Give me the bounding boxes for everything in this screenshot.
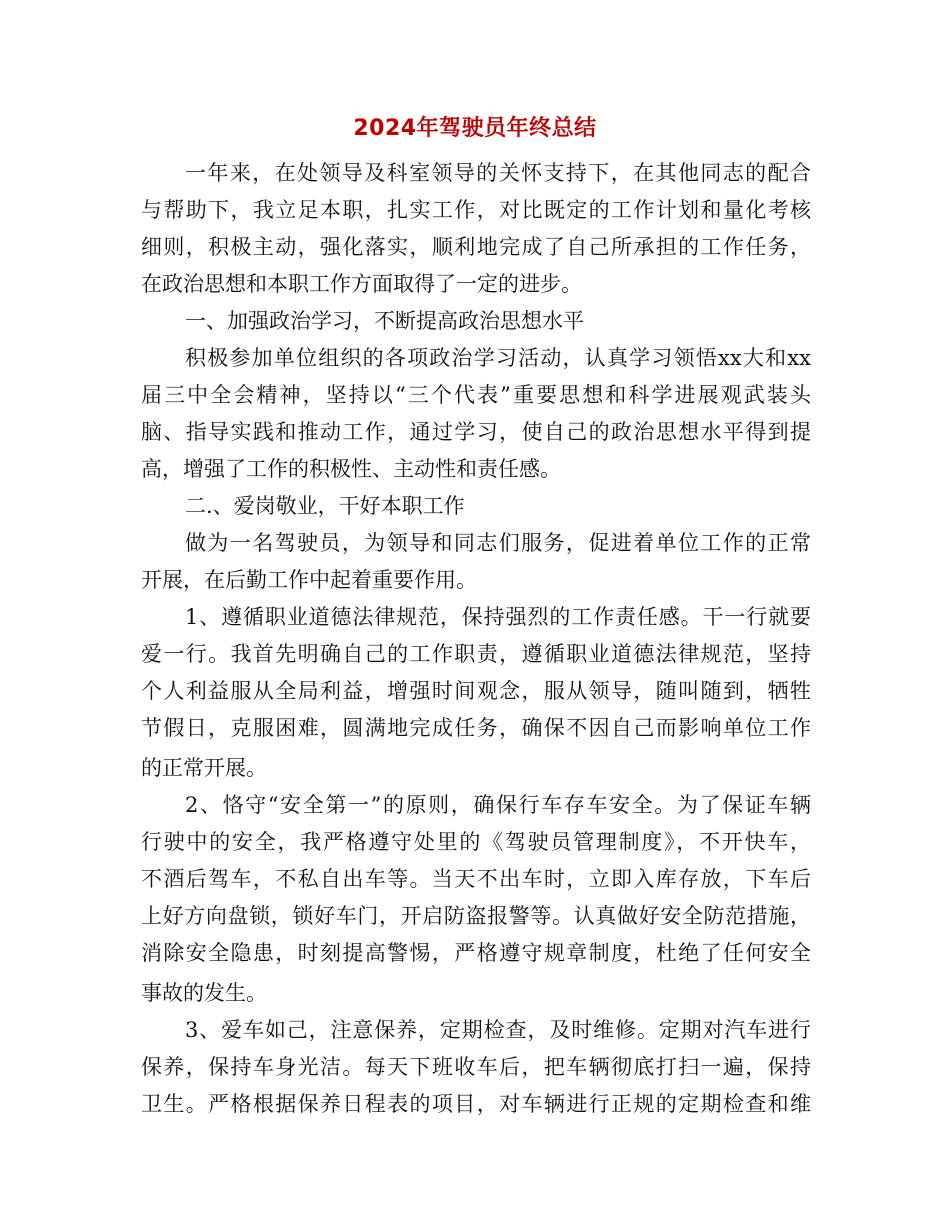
text-line: 行驶中的安全，我严格遵守处里的《驾驶员管理制度》，不开快车， [141, 830, 811, 854]
text-line: 节假日，克服困难，圆满地完成任务，确保不因自己而影响单位工作 [141, 716, 811, 740]
text-line: 爱一行。我首先明确自己的工作职责，遵循职业道德法律规范，坚持 [141, 642, 811, 666]
document-body [141, 155, 811, 1117]
text-line: 的正常开展。 [141, 756, 267, 780]
text-line: 3、爱车如己，注意保养，定期检查，及时维修。定期对汽车进行 [185, 1018, 811, 1042]
text-line: 事故的发生。 [141, 981, 267, 1005]
text-line: 在政治思想和本职工作方面取得了一定的进步。 [141, 272, 582, 296]
text-line: 2、恪守“安全第一”的原则，确保行车存车安全。为了保证车辆 [185, 793, 811, 817]
section-heading: 一、加强政治学习，不断提高政治思想水平 [185, 309, 584, 333]
text-line: 届三中全会精神，坚持以“三个代表”重要思想和科学进展观武装头 [141, 383, 811, 407]
text-line: 做为一名驾驶员，为领导和同志们服务，促进着单位工作的正常 [185, 531, 811, 555]
text-line: 消除安全隐患，时刻提高警惕，严格遵守规章制度，杜绝了任何安全 [141, 941, 811, 965]
text-line: 开展，在后勤工作中起着重要作用。 [141, 568, 477, 592]
section-heading: 二.、爱岗敬业，干好本职工作 [185, 494, 465, 518]
text-line: 高，增强了工作的积极性、主动性和责任感。 [141, 457, 561, 481]
text-line: 与帮助下，我立足本职，扎实工作，对比既定的工作计划和量化考核 [141, 198, 811, 222]
text-line: 脑、指导实践和推动工作，通过学习，使自己的政治思想水平得到提 [141, 420, 811, 444]
document-title: 2024年驾驶员年终总结 [353, 116, 597, 141]
text-line: 个人利益服从全局利益，增强时间观念，服从领导，随叫随到，牺牲 [141, 679, 811, 703]
text-line: 1、遵循职业道德法律规范，保持强烈的工作责任感。干一行就要 [185, 605, 811, 629]
text-line: 积极参加单位组织的各项政治学习活动，认真学习领悟xx大和xx [185, 346, 811, 370]
text-line: 上好方向盘锁，锁好车门，开启防盗报警等。认真做好安全防范措施， [141, 904, 811, 928]
text-line: 一年来，在处领导及科室领导的关怀支持下，在其他同志的配合 [185, 161, 811, 185]
text-line: 细则，积极主动，强化落实，顺利地完成了自己所承担的工作任务， [141, 235, 811, 259]
text-line: 不酒后驾车，不私自出车等。当天不出车时，立即入库存放，下车后 [141, 867, 811, 891]
text-line: 保养，保持车身光洁。每天下班收车后，把车辆彻底打扫一遍，保持 [141, 1055, 811, 1079]
text-line: 卫生。严格根据保养日程表的项目，对车辆进行正规的定期检查和维 [141, 1092, 811, 1116]
